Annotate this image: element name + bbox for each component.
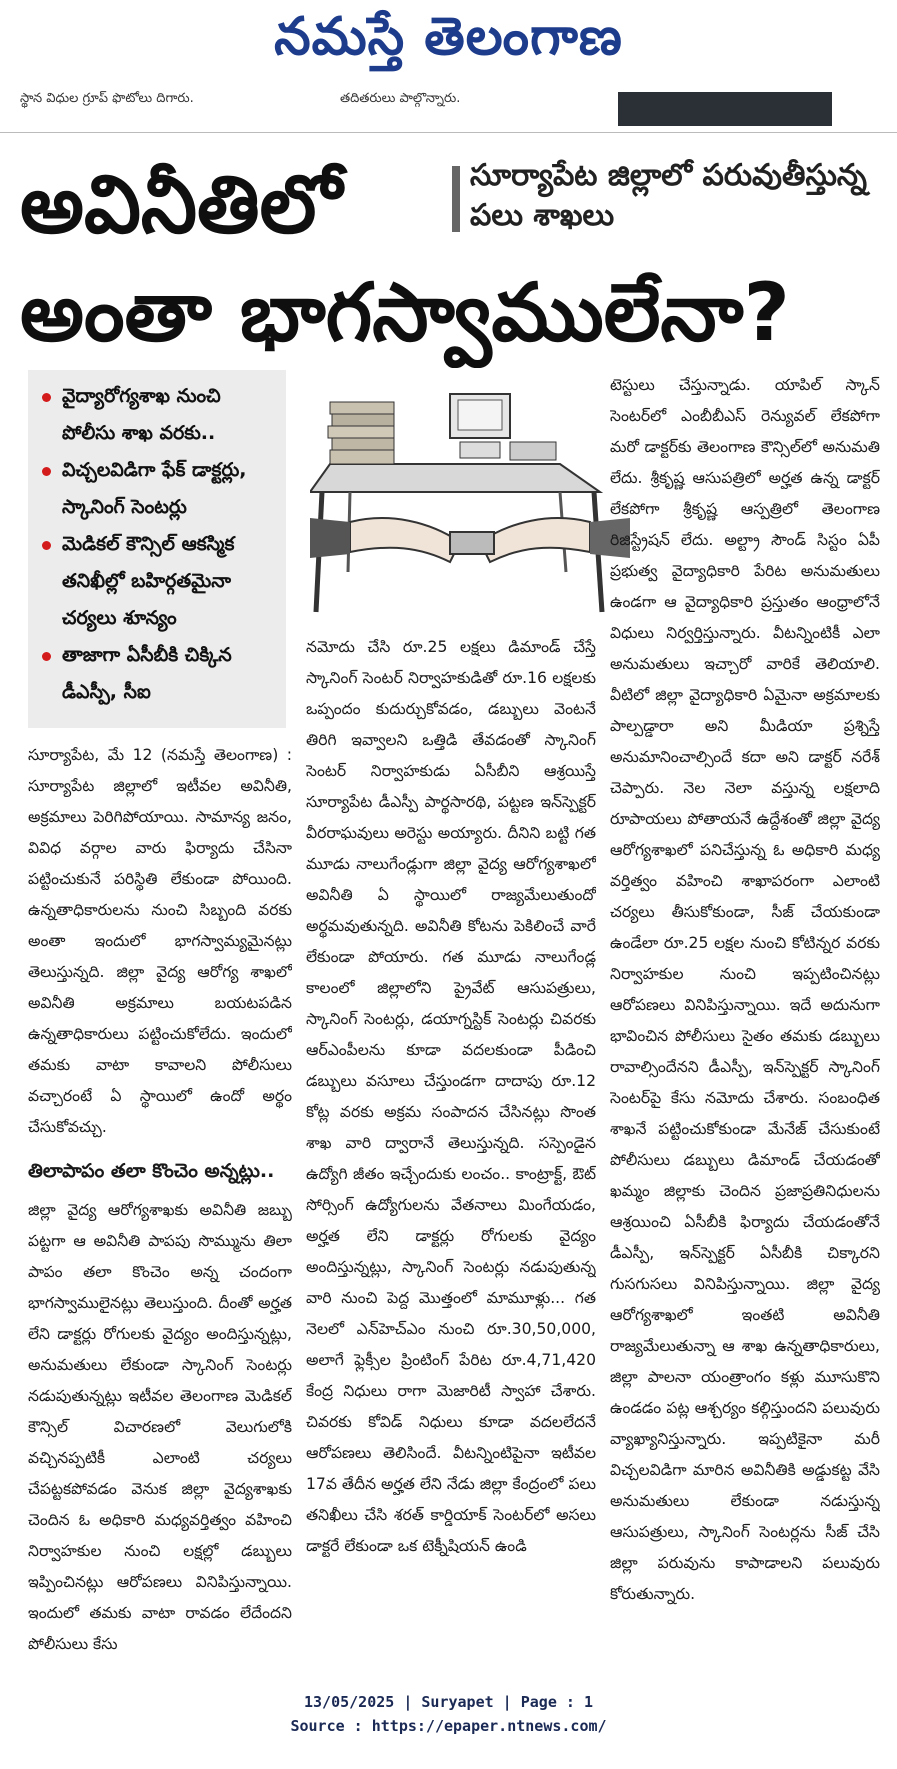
newspaper-logo: నమస్తే తెలంగాణ [274, 7, 623, 67]
article-column-2 [306, 632, 596, 1670]
highlight-item [38, 526, 278, 637]
bullet-icon [42, 652, 51, 661]
highlight-text: మెడికల్ కౌన్సిల్ ఆకస్మిక తనిఖీల్లో బహిర్గతమైనా చర్యలు శూన్యం [62, 533, 235, 629]
highlights-box [28, 370, 286, 728]
article-paragraph: జిల్లా వైద్య ఆరోగ్యశాఖకు అవినీతి జబ్బు పట్టగా ఆ అవినీతి పాపపు సొమ్మును తిలా పాపం తలా కొంచెం అన్న చందంగా భాగస్వాములైనట్లు తెలుస్తుంది. దీంతో అర్హత లేని డాక్టర్లు రోగులకు వైద్యం అందిస్తున్నట్లు, అనుమతులు లేకుండా స్కానింగ్ సెంటర్లు నడుపుతున్నట్లు ఇటీవల తెలంగాణ మెడికల్ కౌన్సిల్ విచారణలో వెలుగులోకి వచ్చినప్పటికీ ఎలాంటి చర్యలు చేపట్టకపోవడం వెనుక జిల్లా వైద్యశాఖకు చెందిన ఓ అధికారి మధ్యవర్తిత్వం వహించి నిర్వాహకుల నుంచి లక్షల్లో డబ్బులు ఇప్పించినట్లు ఆరోపణలు వినిపిస్తున్నాయి. ఇందులో తమకు వాటా రావడం లేదేందని పోలీసులు కేసు [28, 1201, 292, 1653]
previous-article-photo [618, 92, 832, 126]
desk-money-handover-illustration [310, 372, 630, 622]
page-footer [0, 1690, 897, 1738]
masthead [0, 0, 897, 80]
kicker-bar [452, 166, 460, 232]
source-link[interactable]: Source : https://epaper.ntnews.com/ [290, 1717, 607, 1735]
edition-info: 13/05/2025 | Suryapet | Page : 1 [304, 1693, 593, 1711]
article-column-1 [28, 740, 292, 1670]
bullet-icon [42, 541, 51, 550]
highlight-item [38, 637, 278, 711]
article-paragraph: సూర్యాపేట, మే 12 (నమస్తే తెలంగాణ) : సూర్యాపేట జిల్లాలో ఇటీవల అవినీతి, అక్రమాలు పెరిగిపోయాయి. సామాన్య జనం, వివిధ వర్గాల వారు ఫిర్యాదు చేసినా పట్టించుకునే పరిస్థితి లేకుండా పోయింది. ఉన్నతాధికారులను నుంచి సిబ్బంది వరకు అంతా ఇందులో భాగస్వామ్యమైనట్లు తెలుస్తున్నది. జిల్లా వైద్య ఆరోగ్య శాఖలో అవినీతి అక్రమాలు బయటపడిన ఉన్నతాధికారులు పట్టించుకోలేదు. ఇందులో తమకు వాటా కావాలని పోలీసులు వచ్చారంటే ఏ స్థాయిలో ఉందో అర్థం చేసుకోవచ్చు. [28, 746, 292, 1136]
highlight-item [38, 452, 278, 526]
article-subheading: తిలాపాపం తలా కొంచెం అన్నట్లు.. [28, 1160, 275, 1182]
previous-article-snippet-mid: తదితరులు పాల్గొన్నారు. [340, 91, 461, 106]
article-paragraph: నమోదు చేసి రూ.25 లక్షలు డిమాండ్ చేస్తే స్కానింగ్ సెంటర్ నిర్వాహకుడితో రూ.16 లక్షలకు ఒప్పందం కుదుర్చుకోవడం, డబ్బులు వెంటనే తిరిగి ఇవ్వాలని ఒత్తిడి తేవడంతో స్కానింగ్ సెంటర్ నిర్వాహకుడు ఏసీబీని ఆశ్రయిస్తే సూర్యాపేట డీఎస్పీ పార్థసారథి, పట్టణ ఇన్‌స్పెక్టర్ వీరరాఘవులు అరెస్టు అయ్యారు. దీనిని బట్టి గత మూడు నాలుగేండ్లుగా జిల్లా వైద్య ఆరోగ్యశాఖలో అవినీతి ఏ స్థాయిలో రాజ్యమేలుతుందో అర్థమవుతున్నది. అవినీతి కోటను పెకిలించే వారే లేకుండా పోయారు. గత మూడు నాలుగేండ్ల కాలంలో జిల్లాలోని ప్రైవేట్ ఆసుపత్రులు, స్కానింగ్ సెంటర్లు, డయాగ్నస్టిక్ సెంటర్లు చివరకు ఆర్‌ఎంపీలను కూడా వదలకుండా పీడించి డబ్బులు వసూలు చేస్తుండగా దాదాపు రూ.12 కోట్ల వరకు అక్రమ సంపాదన చేసినట్లు సొంత శాఖ వారి ద్వారానే తెలుస్తున్నది. సస్పెండైన ఉద్యోగి జీతం ఇచ్చేందుకు లంచం.. కాంట్రాక్ట్, ఔట్ సోర్సింగ్ ఉద్యోగులను వేతనాలు మింగేయడం, అర్హత లేని డాక్టర్లు రోగులకు వైద్యం అందిస్తున్నట్లు, స్కానింగ్ సెంటర్లు నడుపుతున్న వారి నుంచి పెద్ద మొత్తంలో మామూళ్లు... గత నెలలో ఎన్‌హెచ్‌ఎం నుంచి రూ.30,50,000, అలాగే ఫ్లెక్సీల ప్రింటింగ్ పేరిట రూ.4,71,420 కేంద్ర నిధులు రాగా మెజారిటీ స్వాహా చేశారు. చివరకు కోవిడ్ నిధులు కూడా వదలలేదనే ఆరోపణలు తెలిసిందే. వీటన్నింటిపైనా ఇటీవల 17వ తేదీన అర్హత లేని నేడు జిల్లా కేంద్రంలో పలు తనిఖీలు చేసి శరత్ కార్డియాక్ సెంటర్‌లో అసలు డాక్టరే లేకుండా ఒక టెక్నీషియన్ ఉండి [306, 638, 596, 1555]
highlight-text: విచ్చలవిడిగా ఫేక్ డాక్టర్లు, స్కానింగ్ సెంటర్లు [62, 459, 247, 518]
headline-line-1: అవినీతిలో [20, 158, 342, 251]
highlight-text: వైద్యారోగ్యశాఖ నుంచి పోలీసు శాఖ వరకు.. [62, 385, 221, 444]
bribe-illustration [310, 372, 630, 622]
article-paragraph: టెస్టులు చేస్తున్నాడు. యాపిల్ స్కాన్ సెంటర్‌లో ఎంబీబీఎస్ రెన్యువల్ లేకపోగా మరో డాక్టర్‌కు తెలంగాణ కౌన్సిల్‌లో అనుమతి లేదు. శ్రీకృష్ణ ఆసుపత్రిలో అర్హత ఉన్న డాక్టర్ లేకపోగా శ్రీకృష్ణ ఆస్పత్రిలో తెలంగాణ రిజిస్ట్రేషన్ లేదు. అల్ట్రా సౌండ్ సిస్టం ఏపీ ప్రభుత్వ వైద్యాధికారి పేరిట అనుమతులు ఉండగా ఆ వైద్యాధికారి ప్రస్తుతం ఆంధ్రాలోనే విధులు నిర్వర్తిస్తున్నారు. వీటన్నింటికీ ఎలా అనుమతులు ఇచ్చారో వారికే తెలియాలి. వీటిలో జిల్లా వైద్యాధికారి ఏమైనా అక్రమాలకు పాల్పడ్డారా అని మీడియా ప్రశ్నిస్తే అనుమానించాల్సిందే కదా అని డాక్టర్ నరేశ్ చెప్పారు. నెల నెలా వస్తున్న లక్షలాది రూపాయలు పోతాయనే ఉద్దేశంతో జిల్లా వైద్య ఆరోగ్యశాఖలో పనిచేస్తున్న ఓ అధికారి మధ్య వర్తిత్వం వహించి శాఖాపరంగా ఎలాంటి చర్యలు తీసుకోకుండా, సీజ్ చేయకుండా ఉండేలా రూ.25 లక్షల నుంచి కోటిన్నర వరకు నిర్వాహకుల నుంచి ఇప్పటించినట్లు ఆరోపణలు వినిపిస్తున్నాయి. ఇదే అదునుగా భావించిన పోలీసులు సైతం తమకు డబ్బులు రావాల్సిందేనని డీఎస్పీ, ఇన్‌స్పెక్టర్ స్కానింగ్ సెంటర్‌పై కేసు నమోదు చేశారు. సంబంధిత శాఖనే పట్టించుకోకుండా మేనేజ్ చేసుకుంటే పోలీసులు డబ్బులు డిమాండ్ చేయడంతో ఖమ్మం జిల్లాకు చెందిన ప్రజాప్రతినిధులను ఆశ్రయించి ఏసీబీకి ఫిర్యాదు చేయడంతోనే డీఎస్పీ, ఇన్‌స్పెక్టర్ ఏసీబీకి చిక్కారని గుసగుసలు వినిపిస్తున్నాయి. జిల్లా వైద్య ఆరోగ్యశాఖలో ఇంతటి అవినీతి రాజ్యమేలుతున్నా ఆ శాఖ ఉన్నతాధికారులు, జిల్లా పాలనా యంత్రాంగం కళ్లు మూసుకొని ఉండడం పట్ల ఆశ్చర్యం కల్గిస్తుందని పలువురు వ్యాఖ్యానిస్తున్నారు. ఇప్పటికైనా మరీ విచ్చలవిడిగా మారిన అవినీతికి అడ్డుకట్ట వేసి అనుమతులు లేకుండా నడుస్తున్న ఆసుపత్రులు, స్కానింగ్ సెంటర్లను సీజ్ చేసి జిల్లా పరువును కాపాడాలని పలువురు కోరుతున్నారు. [610, 376, 880, 1603]
article-column-3 [610, 370, 880, 1670]
previous-article-snippet-left: స్థాన విధుల గ్రూప్ ఫొటోలు దిగారు. [20, 91, 194, 106]
bullet-icon [42, 467, 51, 476]
highlight-text: తాజాగా ఏసీబీకి చిక్కిన డీఎస్పీ, సీఐ [62, 644, 232, 703]
kicker: సూర్యాపేట జిల్లాలో పరువుతీస్తున్న పలు శాఖలు [470, 158, 867, 233]
headline-line-2: అంతా భాగస్వాములేనా? [20, 266, 790, 359]
bullet-icon [42, 393, 51, 402]
highlight-item [38, 378, 278, 452]
section-divider [0, 132, 897, 133]
